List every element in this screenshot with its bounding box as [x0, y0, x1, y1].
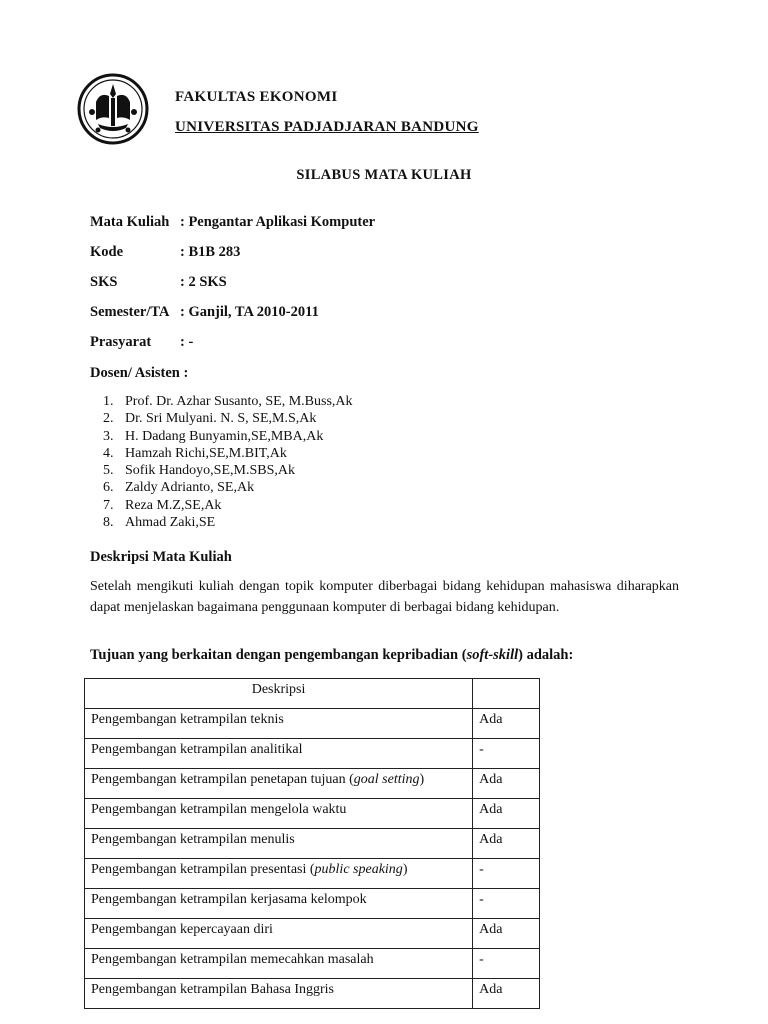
table-cell: Ada [473, 709, 540, 739]
lecturers-heading: Dosen/ Asisten : [90, 365, 189, 381]
table-cell: Pengembangan ketrampilan presentasi (public speaking) [85, 859, 473, 889]
list-item: 2. Dr. Sri Mulyani. N. S, SE,M.S,Ak [103, 411, 317, 427]
list-item: 1. Prof. Dr. Azhar Susanto, SE, M.Buss,Ak [103, 394, 353, 409]
info-row-mata-kuliah [90, 214, 375, 231]
table-row [85, 709, 540, 739]
table-cell: Ada [473, 829, 540, 859]
info-value: : 2 SKS [180, 274, 227, 290]
info-row-prasyarat [90, 334, 193, 351]
table-cell: Pengembangan ketrampilan teknis [85, 709, 473, 739]
table-cell: Pengembangan ketrampilan menulis [85, 829, 473, 859]
table-cell: Pengembangan kepercayaan diri [85, 919, 473, 949]
info-row-semester [90, 304, 319, 321]
table-cell: - [473, 889, 540, 919]
list-item: 8. Ahmad Zaki,SE [103, 515, 216, 531]
table-header-cell [473, 679, 540, 709]
table-row [85, 949, 540, 979]
table-header-cell: Deskripsi [85, 679, 473, 709]
info-label: Semester/TA [90, 304, 170, 320]
table-cell: Pengembangan ketrampilan mengelola waktu [85, 799, 473, 829]
list-item: 3. H. Dadang Bunyamin,SE,MBA,Ak [103, 428, 324, 444]
list-item: 4. Hamzah Richi,SE,M.BIT,Ak [103, 445, 287, 461]
table-cell: Ada [473, 979, 540, 1009]
info-label: Kode [90, 244, 124, 260]
table-row [85, 919, 540, 949]
table-row [85, 859, 540, 889]
lecturer-list [95, 393, 353, 531]
list-item: 5. Sofik Handoyo,SE,M.SBS,Ak [103, 463, 295, 479]
table-cell: Ada [473, 799, 540, 829]
objectives-heading: Tujuan yang berkaitan dengan pengembangan kepribadian (soft-skill) adalah: [90, 647, 574, 663]
soft-skill-table [84, 678, 540, 1009]
table-cell: Pengembangan ketrampilan analitikal [85, 739, 473, 769]
university-seal-icon [76, 72, 150, 146]
info-row-kode [90, 244, 240, 261]
description-heading: Deskripsi Mata Kuliah [90, 549, 232, 565]
info-value: : B1B 283 [180, 244, 241, 260]
info-value: : - [180, 334, 194, 350]
info-label: SKS [90, 274, 118, 290]
table-row [85, 799, 540, 829]
table-row [85, 979, 540, 1009]
table-cell: Pengembangan ketrampilan Bahasa Inggris [85, 979, 473, 1009]
table-cell: - [473, 739, 540, 769]
faculty-name: FAKULTAS EKONOMI [175, 89, 338, 105]
info-label: Mata Kuliah [90, 214, 170, 230]
info-value: : Ganjil, TA 2010-2011 [180, 304, 319, 320]
info-row-sks [90, 274, 227, 291]
list-item: 6. Zaldy Adrianto, SE,Ak [103, 480, 255, 496]
table-row [85, 769, 540, 799]
table-cell: Ada [473, 769, 540, 799]
list-item: 7. Reza M.Z,SE,Ak [103, 497, 222, 513]
table-cell: Pengembangan ketrampilan memecahkan masalah [85, 949, 473, 979]
description-text: Setelah mengikuti kuliah dengan topik komputer diberbagai bidang kehidupan mahasiswa diharapkan dapat menjelaskan bagaimana penggunaan komputer di berbagai bidang kehidupan. [90, 579, 679, 615]
table-row [85, 829, 540, 859]
table-row [85, 889, 540, 919]
table-cell: Pengembangan ketrampilan kerjasama kelompok [85, 889, 473, 919]
info-label: Prasyarat [90, 334, 152, 350]
table-cell: Ada [473, 919, 540, 949]
document-title: SILABUS MATA KULIAH [296, 167, 472, 183]
table-header-row [85, 679, 540, 709]
info-value: : Pengantar Aplikasi Komputer [180, 214, 376, 230]
table-cell: - [473, 949, 540, 979]
university-name: UNIVERSITAS PADJADJARAN BANDUNG [175, 119, 479, 135]
table-row [85, 739, 540, 769]
table-cell: - [473, 859, 540, 889]
table-cell: Pengembangan ketrampilan penetapan tujuan (goal setting) [85, 769, 473, 799]
